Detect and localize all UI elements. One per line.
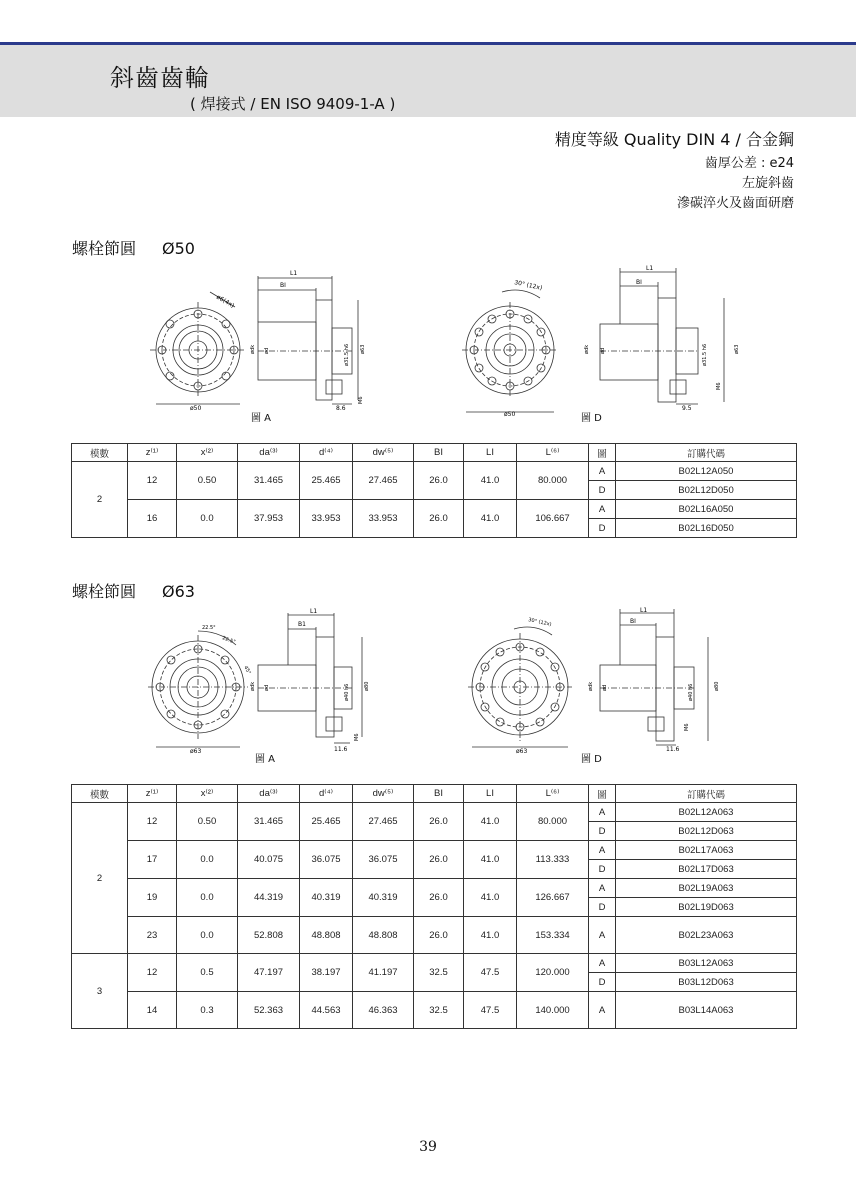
cell-z: 12 [128, 803, 177, 841]
page-title: 斜齒齒輪 [110, 64, 210, 92]
section1-caption-a: 圖 A [251, 413, 272, 424]
cell-dw: 27.465 [353, 803, 414, 841]
cell-d: 48.808 [300, 917, 353, 954]
cell-da: 52.808 [238, 917, 300, 954]
cell-order-code: B02L16D050 [616, 519, 797, 538]
cell-l: 80.000 [517, 803, 589, 841]
cell-da: 52.363 [238, 992, 300, 1029]
cell-da: 31.465 [238, 462, 300, 500]
dim-bolt-circle: ø63 [516, 748, 528, 755]
cell-figure: D [589, 860, 616, 879]
page-number: 39 [419, 1139, 437, 1155]
dim-step: 8.6 [336, 405, 346, 412]
dim-da: ødk [588, 681, 594, 691]
cell-order-code: B02L23A063 [616, 917, 797, 954]
cell-x: 0.50 [177, 462, 238, 500]
cell-dw: 33.953 [353, 500, 414, 538]
dim-flange: ø80 [364, 681, 370, 691]
cell-bl: 26.0 [414, 462, 464, 500]
col-bl: BI [414, 785, 464, 803]
cell-x: 0.5 [177, 954, 238, 992]
col-z: z⁽¹⁾ [128, 444, 177, 462]
section2-title [72, 579, 195, 602]
cell-z: 12 [128, 462, 177, 500]
cell-d: 36.075 [300, 841, 353, 879]
cell-l1: 41.0 [464, 462, 517, 500]
dim-flange: ø63 [360, 344, 366, 354]
dim-bi: B1 [298, 621, 306, 628]
cell-figure: A [589, 917, 616, 954]
col-l: L⁽⁶⁾ [517, 444, 589, 462]
cell-l1: 47.5 [464, 992, 517, 1029]
col-module: 模數 [72, 444, 128, 462]
section2-drawing-a-svg [150, 605, 380, 755]
cell-bl: 26.0 [414, 841, 464, 879]
cell-x: 0.0 [177, 500, 238, 538]
col-da: da⁽³⁾ [238, 785, 300, 803]
cell-x: 0.0 [177, 879, 238, 917]
cell-d: 25.465 [300, 803, 353, 841]
cell-module: 2 [72, 462, 128, 538]
col-figure: 圖 [589, 785, 616, 803]
cell-figure: D [589, 519, 616, 538]
cell-dw: 48.808 [353, 917, 414, 954]
cell-figure: A [589, 500, 616, 519]
col-module: 模數 [72, 785, 128, 803]
spec-treatment: 滲碳淬火及齒面研磨 [676, 196, 794, 211]
cell-figure: D [589, 822, 616, 841]
dim-bi: BI [280, 282, 286, 289]
cell-da: 31.465 [238, 803, 300, 841]
cell-bl: 32.5 [414, 992, 464, 1029]
cell-z: 12 [128, 954, 177, 992]
cell-order-code: B02L17D063 [616, 860, 797, 879]
dim-d: ød [264, 347, 270, 354]
cell-l: 80.000 [517, 462, 589, 500]
cell-bl: 26.0 [414, 803, 464, 841]
cell-l: 120.000 [517, 954, 589, 992]
cell-bl: 26.0 [414, 879, 464, 917]
dim-bolt-circle: ø50 [190, 405, 202, 412]
dim-step: 9.5 [682, 405, 692, 412]
dim-bi: BI [630, 618, 636, 625]
cell-x: 0.50 [177, 803, 238, 841]
col-x: x⁽²⁾ [177, 785, 238, 803]
cell-dw: 27.465 [353, 462, 414, 500]
dim-flange: ø80 [714, 681, 720, 691]
page-subtitle: ( 焊接式 / EN ISO 9409-1-A ) [190, 95, 396, 113]
cell-figure: A [589, 992, 616, 1029]
cell-order-code: B02L17A063 [616, 841, 797, 860]
cell-figure: A [589, 954, 616, 973]
section1-drawing-d-svg [462, 262, 752, 418]
cell-module: 2 [72, 803, 128, 954]
cell-order-code: B03L14A063 [616, 992, 797, 1029]
dim-l1: L1 [640, 607, 648, 614]
section1-table-body [72, 462, 797, 538]
cell-order-code: B02L19D063 [616, 898, 797, 917]
col-da: da⁽³⁾ [238, 444, 300, 462]
cell-module: 3 [72, 954, 128, 1029]
col-d: d⁽⁴⁾ [300, 785, 353, 803]
spec-tolerance: 齒厚公差 : e24 [704, 156, 794, 171]
section2-caption-d: 圖 D [581, 754, 602, 765]
cell-order-code: B03L12D063 [616, 973, 797, 992]
table-row [72, 917, 797, 954]
cell-d: 44.563 [300, 992, 353, 1029]
dim-l1: L1 [290, 270, 298, 277]
cell-z: 14 [128, 992, 177, 1029]
cell-da: 44.319 [238, 879, 300, 917]
col-bl: BI [414, 444, 464, 462]
dim-d: ød [264, 684, 270, 691]
cell-d: 33.953 [300, 500, 353, 538]
dim-shaft: ø40 h6 [344, 683, 350, 701]
dim-bolt-circle: ø50 [504, 411, 516, 418]
dim-d: ød [602, 684, 608, 691]
section1-diameter: Ø50 [162, 239, 195, 258]
dim-thread: M6 [684, 723, 690, 731]
col-x: x⁽²⁾ [177, 444, 238, 462]
cell-order-code: B02L12D050 [616, 481, 797, 500]
section1-table [71, 443, 797, 538]
dim-da: ødk [250, 681, 256, 691]
section1-caption-d: 圖 D [581, 413, 602, 424]
cell-dw: 36.075 [353, 841, 414, 879]
dim-flange: ø63 [734, 344, 740, 354]
cell-d: 25.465 [300, 462, 353, 500]
cell-l: 126.667 [517, 879, 589, 917]
section2-drawing-d [462, 605, 752, 755]
col-d: d⁽⁴⁾ [300, 444, 353, 462]
cell-figure: A [589, 462, 616, 481]
table-header-row [72, 785, 797, 803]
cell-l: 106.667 [517, 500, 589, 538]
cell-order-code: B02L12D063 [616, 822, 797, 841]
cell-dw: 41.197 [353, 954, 414, 992]
cell-l1: 41.0 [464, 841, 517, 879]
dim-shaft: ø31.5 h6 [344, 343, 350, 366]
dim-angle: 30° (12x) [513, 279, 543, 292]
dim-d: ød [600, 347, 606, 354]
col-dw: dw⁽⁵⁾ [353, 785, 414, 803]
table-row [72, 803, 797, 822]
col-l: L⁽⁶⁾ [517, 785, 589, 803]
cell-l: 113.333 [517, 841, 589, 879]
section2-table-body [72, 803, 797, 1029]
cell-dw: 46.363 [353, 992, 414, 1029]
cell-figure: D [589, 481, 616, 500]
section1-label: 螺栓節圓 [72, 239, 137, 258]
col-order-code: 訂購代碼 [616, 444, 797, 462]
cell-z: 23 [128, 917, 177, 954]
dim-da: ødk [250, 344, 256, 354]
dim-l1: L1 [310, 608, 318, 615]
dim-thread: M6 [358, 396, 364, 404]
section1-drawing-a [150, 262, 380, 412]
dim-angle-3: 45° [242, 665, 252, 676]
section2-drawing-a [150, 605, 380, 755]
table-header-row [72, 444, 797, 462]
table-row [72, 500, 797, 519]
cell-z: 17 [128, 841, 177, 879]
cell-bl: 32.5 [414, 954, 464, 992]
cell-bl: 26.0 [414, 917, 464, 954]
cell-figure: D [589, 973, 616, 992]
section1-title [72, 236, 195, 259]
dim-shaft: ø40 h6 [688, 683, 694, 701]
table-row [72, 879, 797, 898]
section2-table [71, 784, 797, 1029]
cell-bl: 26.0 [414, 500, 464, 538]
section1-drawing-a-svg [150, 262, 380, 412]
dim-step: 11.6 [334, 746, 348, 753]
dim-bolt-holes: ø6(4x) [215, 293, 236, 310]
dim-bi: BI [636, 279, 642, 286]
cell-l: 140.000 [517, 992, 589, 1029]
dim-shaft: ø31.5 h6 [702, 343, 708, 366]
cell-dw: 40.319 [353, 879, 414, 917]
dim-thread: M6 [354, 733, 360, 741]
cell-l1: 41.0 [464, 879, 517, 917]
section2-drawing-d-svg [462, 605, 752, 755]
cell-figure: A [589, 803, 616, 822]
table-row [72, 992, 797, 1029]
cell-l: 153.334 [517, 917, 589, 954]
dim-step: 11.6 [666, 746, 680, 753]
cell-l1: 41.0 [464, 917, 517, 954]
col-dw: dw⁽⁵⁾ [353, 444, 414, 462]
cell-d: 40.319 [300, 879, 353, 917]
dim-angle-2: 22.5° [221, 635, 237, 646]
cell-d: 38.197 [300, 954, 353, 992]
dim-l1: L1 [646, 265, 654, 272]
col-z: z⁽¹⁾ [128, 785, 177, 803]
cell-order-code: B02L19A063 [616, 879, 797, 898]
cell-figure: D [589, 898, 616, 917]
table-row [72, 841, 797, 860]
cell-z: 16 [128, 500, 177, 538]
section2-diameter: Ø63 [162, 582, 195, 601]
cell-figure: A [589, 841, 616, 860]
cell-order-code: B02L16A050 [616, 500, 797, 519]
dim-angle: 30° (12x) [527, 617, 553, 628]
dim-thread: M6 [716, 382, 722, 390]
spec-helix: 左旋斜齒 [741, 176, 794, 191]
cell-x: 0.0 [177, 917, 238, 954]
cell-da: 40.075 [238, 841, 300, 879]
col-order-code: 訂購代碼 [616, 785, 797, 803]
cell-da: 37.953 [238, 500, 300, 538]
cell-l1: 41.0 [464, 803, 517, 841]
col-l1: LI [464, 444, 517, 462]
dim-angle-1: 22.5° [202, 625, 216, 631]
section2-label: 螺栓節圓 [72, 582, 137, 601]
cell-l1: 47.5 [464, 954, 517, 992]
dim-da: ødk [584, 344, 590, 354]
col-figure: 圖 [589, 444, 616, 462]
cell-order-code: B03L12A063 [616, 954, 797, 973]
cell-z: 19 [128, 879, 177, 917]
cell-da: 47.197 [238, 954, 300, 992]
cell-l1: 41.0 [464, 500, 517, 538]
dim-bolt-circle: ø63 [190, 748, 202, 755]
col-l1: LI [464, 785, 517, 803]
cell-figure: A [589, 879, 616, 898]
cell-order-code: B02L12A050 [616, 462, 797, 481]
cell-x: 0.3 [177, 992, 238, 1029]
section2-caption-a: 圖 A [255, 754, 276, 765]
cell-order-code: B02L12A063 [616, 803, 797, 822]
cell-x: 0.0 [177, 841, 238, 879]
spec-quality: 精度等級 Quality DIN 4 / 合金鋼 [554, 130, 794, 149]
table-row [72, 954, 797, 973]
section1-drawing-d [462, 262, 752, 418]
table-row [72, 462, 797, 481]
